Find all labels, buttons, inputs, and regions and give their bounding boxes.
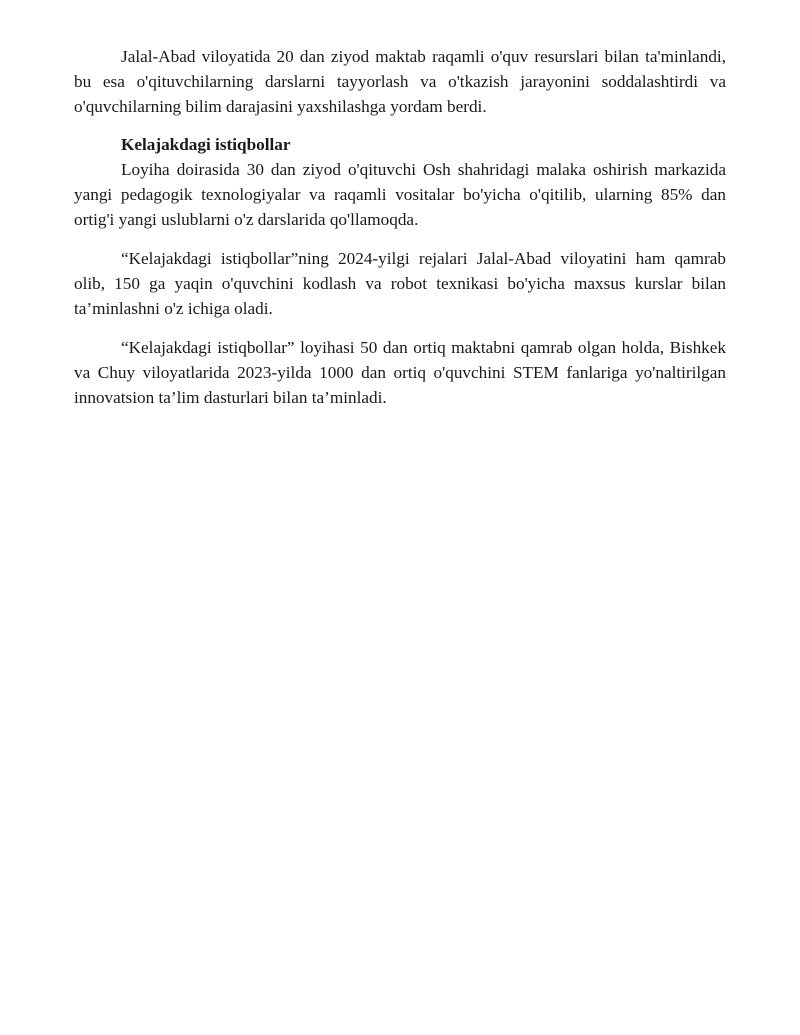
paragraph-teacher-training: Loyiha doirasida 30 dan ziyod o'qituvchi Osh shahridagi malaka oshirish markazida yangi pedagogik texnologiyalar va raqamli vositalar bo'yicha o'qitilib, ularning 85% dan ortig'i yangi uslublarni o'z darslarida qo'llamoqda. [74, 160, 726, 229]
document-body [74, 44, 726, 410]
paragraph-jalal-abad-resources: Jalal-Abad viloyatida 20 dan ziyod maktab raqamli o'quv resurslari bilan ta'minlandi, bu esa o'qituvchilarning darslarni tayyorlash va o'tkazish jarayonini soddalashtirdi va o'quvchilarning bilim darajasini yaxshilashga yordam berdi. [74, 47, 726, 116]
section-heading: Kelajakdagi istiqbollar [121, 135, 291, 154]
paragraph-project-coverage: “Kelajakdagi istiqbollar” loyihasi 50 dan ortiq maktabni qamrab olgan holda, Bishkek va Chuy viloyatlarida 2023-yilda 1000 dan ortiq o'quvchini STEM fanlariga yo'naltirilgan innovatsion ta’lim dasturlari bilan ta’minladi. [74, 338, 726, 407]
paragraph-2024-plans: “Kelajakdagi istiqbollar”ning 2024-yilgi rejalari Jalal-Abad viloyatini ham qamrab olib, 150 ga yaqin o'quvchini kodlash va robot texnikasi bo'yicha maxsus kurslar bilan ta’minlashni o'z ichiga oladi. [74, 249, 726, 318]
